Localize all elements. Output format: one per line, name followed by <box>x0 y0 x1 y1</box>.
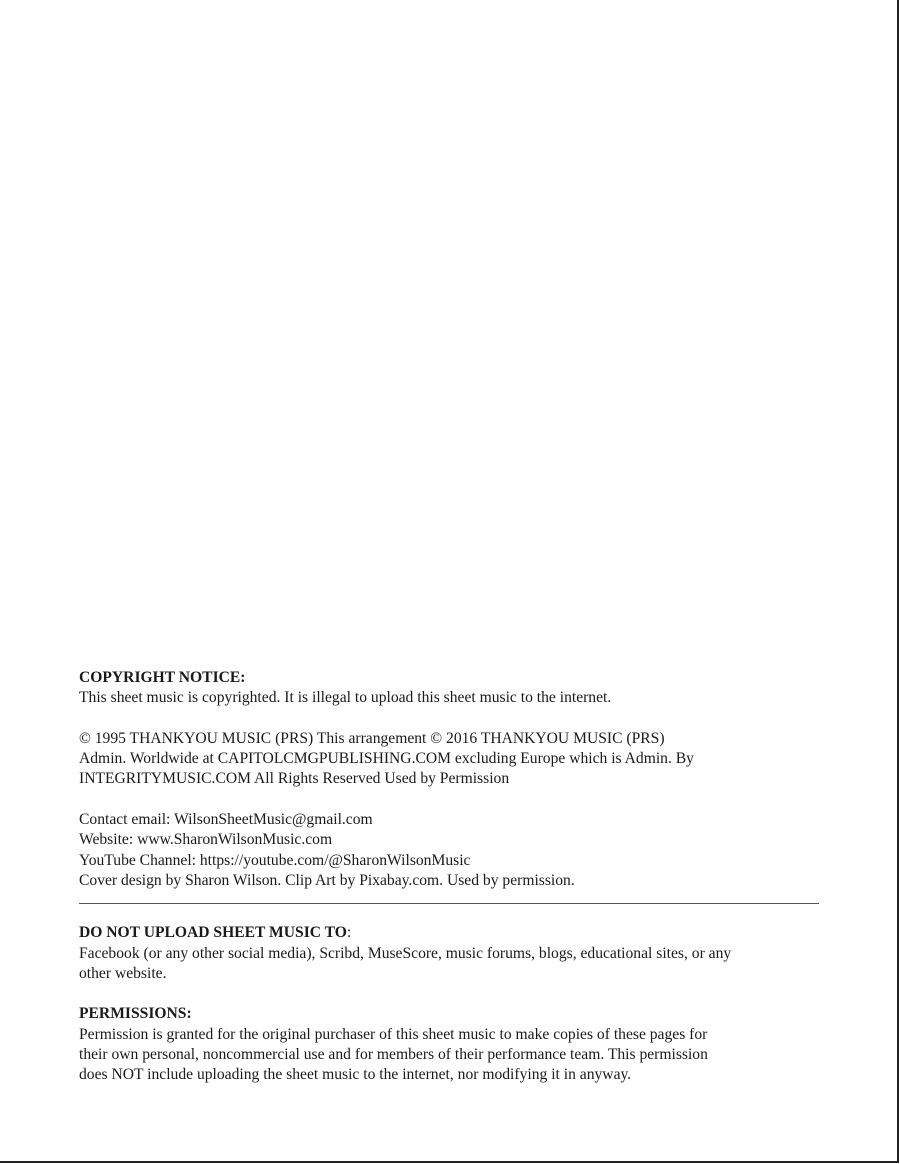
permissions-line: their own personal, noncommercial use and for members of their performance team. This permission <box>79 1046 708 1064</box>
do-not-upload-line: other website. <box>79 964 167 982</box>
copyright-heading: COPYRIGHT NOTICE: <box>79 669 246 686</box>
divider <box>79 903 819 904</box>
youtube-channel: YouTube Channel: https://youtube.com/@SharonWilsonMusic <box>79 851 471 869</box>
credit-line: INTEGRITYMUSIC.COM All Rights Reserved Used by Permission <box>79 770 510 788</box>
contact-email: Contact email: WilsonSheetMusic@gmail.com <box>79 811 373 829</box>
copyright-notice: This sheet music is copyrighted. It is illegal to upload this sheet music to the internet. <box>79 689 612 707</box>
do-not-upload-heading <box>79 923 824 943</box>
permissions-section <box>79 1004 824 1085</box>
permissions-heading: PERMISSIONS: <box>79 1005 192 1023</box>
spacer <box>79 984 824 1004</box>
do-not-upload-heading-colon: : <box>346 924 352 942</box>
notice-block <box>79 668 824 1086</box>
copyright-credits <box>79 729 824 790</box>
do-not-upload-section <box>79 923 824 984</box>
contact-info <box>79 810 824 891</box>
do-not-upload-heading-text: DO NOT UPLOAD SHEET MUSIC TO <box>79 924 347 942</box>
do-not-upload-line: Facebook (or any other social media), Scribd, MuseScore, music forums, blogs, educational sites, or any <box>79 944 732 962</box>
permissions-line: Permission is granted for the original purchaser of this sheet music to make copies of these pages for <box>79 1025 708 1043</box>
website: Website: www.SharonWilsonMusic.com <box>79 831 333 849</box>
cover-credit: Cover design by Sharon Wilson. Clip Art by Pixabay.com. Used by permission. <box>79 871 575 889</box>
permissions-line: does NOT include uploading the sheet music to the internet, nor modifying it in anyway. <box>79 1066 632 1084</box>
spacer <box>79 709 824 729</box>
credit-line: Admin. Worldwide at CAPITOLCMGPUBLISHING.COM excluding Europe which is Admin. By <box>79 750 694 768</box>
credit-line: © 1995 THANKYOU MUSIC (PRS) This arrangement © 2016 THANKYOU MUSIC (PRS) <box>79 729 665 747</box>
spacer <box>79 790 824 810</box>
